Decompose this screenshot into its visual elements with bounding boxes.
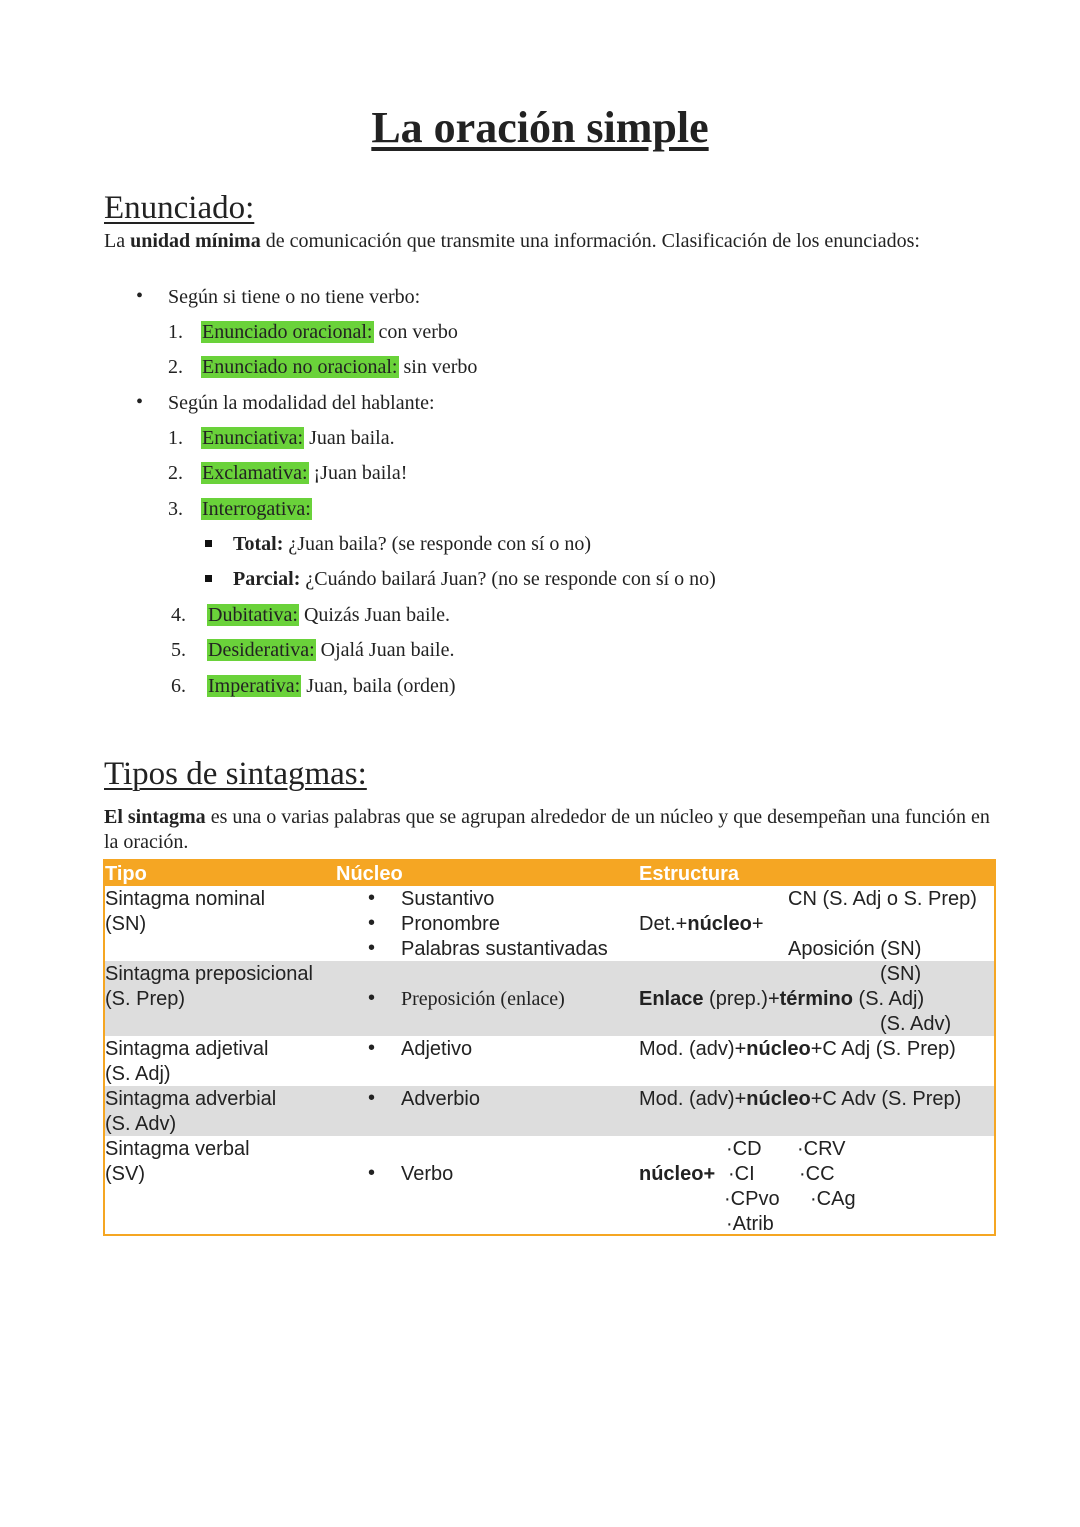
tipo-line: (S. Adj) xyxy=(105,1063,171,1085)
estructura-text: +C Adv (S. Prep) xyxy=(810,1088,962,1110)
header-tipo: Tipo xyxy=(105,863,147,885)
list-item xyxy=(201,319,458,345)
highlighted-term: Exclamativa: xyxy=(202,462,308,484)
estructura-bold: término xyxy=(779,988,853,1010)
bullet-icon: • xyxy=(368,987,376,1009)
list-number: 4. xyxy=(171,604,186,626)
table-row xyxy=(105,961,994,1036)
item-desc: sin verbo xyxy=(398,356,478,378)
section-heading-enunciado: Enunciado: xyxy=(104,190,255,226)
bullet-icon: • xyxy=(368,937,376,959)
highlighted-term: Dubitativa: xyxy=(208,604,298,626)
estructura-text: Mod. (adv)+ xyxy=(639,1038,747,1060)
bullet-icon: • xyxy=(136,391,144,413)
complemento: ·CI xyxy=(728,1163,755,1185)
list-number: 1. xyxy=(168,427,183,449)
highlighted-term: Desiderativa: xyxy=(208,639,315,661)
complemento: ·CD xyxy=(726,1138,762,1160)
table-row xyxy=(105,886,994,961)
sub-desc: ¿Juan baila? (se responde con sí o no) xyxy=(283,533,592,555)
tipo-line: (SV) xyxy=(105,1163,145,1185)
bullet-icon: • xyxy=(368,1037,376,1059)
list-number: 3. xyxy=(168,498,183,520)
complemento: ·CAg xyxy=(810,1188,856,1210)
estructura-bold: núcleo xyxy=(746,1088,811,1110)
tipo-line: (SN) xyxy=(105,913,147,935)
list-item xyxy=(201,354,477,380)
list-item xyxy=(207,673,456,699)
list-number: 5. xyxy=(171,639,186,661)
list-item xyxy=(207,602,450,628)
tipo-line: Sintagma adjetival xyxy=(105,1038,269,1060)
tipo-line: Sintagma preposicional xyxy=(105,963,313,985)
highlighted-term: Enunciativa: xyxy=(202,427,304,449)
table-header xyxy=(105,861,994,886)
tipo-line: (S. Prep) xyxy=(105,988,186,1010)
item-desc: con verbo xyxy=(373,321,458,343)
complemento: ·CC xyxy=(799,1163,835,1185)
estructura-text: (S. Adj) xyxy=(852,988,925,1010)
list-number: 1. xyxy=(168,321,183,343)
highlighted-term: Enunciado oracional: xyxy=(202,321,373,343)
complemento: ·CPvo xyxy=(724,1188,780,1210)
intro-text: La xyxy=(104,230,131,252)
nucleo-item: Preposición (enlace) xyxy=(401,988,565,1010)
list-number: 6. xyxy=(171,675,186,697)
sub-term: Parcial: xyxy=(233,568,301,590)
estructura-line xyxy=(639,1087,961,1112)
header-nucleo: Núcleo xyxy=(336,863,403,885)
item-desc: Ojalá Juan baile. xyxy=(315,639,455,661)
estructura-text: +C Adj (S. Prep) xyxy=(810,1038,956,1060)
estructura-line xyxy=(639,987,924,1012)
tipo-line: Sintagma verbal xyxy=(105,1138,250,1160)
nucleo-item: Palabras sustantivadas xyxy=(401,938,608,960)
sub-term: Total: xyxy=(233,533,284,555)
item-desc: Juan, baila (orden) xyxy=(301,675,456,697)
highlighted-term: Interrogativa: xyxy=(202,498,311,520)
sub-list-item xyxy=(233,566,716,592)
table-row xyxy=(105,1136,994,1236)
highlighted-term: Enunciado no oracional: xyxy=(202,356,398,378)
nucleo-item: Sustantivo xyxy=(401,888,495,910)
intro-text: de comunicación que transmite una información. Clasificación de los enunciados: xyxy=(260,230,920,252)
bullet-icon: • xyxy=(368,1087,376,1109)
square-bullet-icon xyxy=(205,575,212,582)
intro-text: es una o varias palabras que se agrupan alrededor de un núcleo y que desempeñan una función en la oración. xyxy=(104,806,990,853)
list-item xyxy=(201,425,395,451)
bullet-icon: • xyxy=(368,912,376,934)
intro-bold: unidad mínima xyxy=(130,230,261,252)
item-desc: Quizás Juan baile. xyxy=(298,604,451,626)
estructura-line: (SN) xyxy=(880,963,922,985)
tipo-line: Sintagma adverbial xyxy=(105,1088,277,1110)
group-label: Según la modalidad del hablante: xyxy=(168,392,435,414)
page-title: La oración simple xyxy=(371,103,709,152)
estructura-bold: núcleo+ xyxy=(639,1163,716,1185)
sub-list-item xyxy=(233,531,591,557)
table-row xyxy=(105,1036,994,1086)
estructura-bold: núcleo xyxy=(687,913,752,935)
complemento: ·CRV xyxy=(797,1138,846,1160)
estructura-text: (prep.)+ xyxy=(703,988,780,1010)
tipo-line: (S. Adv) xyxy=(105,1113,177,1135)
nucleo-item: Adverbio xyxy=(401,1088,480,1110)
estructura-bold: Enlace xyxy=(639,988,704,1010)
group-label: Según si tiene o no tiene verbo: xyxy=(168,286,421,308)
intro-bold: El sintagma xyxy=(104,806,206,828)
complemento: ·Atrib xyxy=(726,1213,774,1235)
list-number: 2. xyxy=(168,462,183,484)
estructura-text: Mod. (adv)+ xyxy=(639,1088,747,1110)
estructura-line xyxy=(639,912,764,937)
square-bullet-icon xyxy=(205,540,212,547)
bullet-icon: • xyxy=(136,285,144,307)
tipo-line: Sintagma nominal xyxy=(105,888,266,910)
bullet-icon: • xyxy=(368,887,376,909)
bullet-icon: • xyxy=(368,1162,376,1184)
table-row xyxy=(105,1086,994,1136)
item-desc: Juan baila. xyxy=(304,427,395,449)
section-heading-sintagmas: Tipos de sintagmas: xyxy=(104,756,367,792)
estructura-line: (S. Adv) xyxy=(880,1013,952,1035)
estructura-text: + xyxy=(751,913,764,935)
highlighted-term: Imperativa: xyxy=(208,675,301,697)
estructura-text: Det.+ xyxy=(639,913,688,935)
list-item xyxy=(201,460,407,486)
list-number: 2. xyxy=(168,356,183,378)
header-estructura: Estructura xyxy=(639,863,740,885)
estructura-line: CN (S. Adj o S. Prep) xyxy=(788,888,977,910)
sub-desc: ¿Cuándo bailará Juan? (no se responde con sí o no) xyxy=(300,568,716,590)
item-desc: ¡Juan baila! xyxy=(308,462,408,484)
list-item xyxy=(207,637,454,663)
list-item xyxy=(201,496,312,522)
estructura-line xyxy=(639,1037,956,1062)
nucleo-item: Verbo xyxy=(401,1163,454,1185)
estructura-line: Aposición (SN) xyxy=(788,938,922,960)
nucleo-item: Adjetivo xyxy=(401,1038,473,1060)
sintagmas-intro xyxy=(104,805,994,855)
estructura-bold: núcleo xyxy=(746,1038,811,1060)
sintagmas-table xyxy=(103,859,996,1236)
nucleo-item: Pronombre xyxy=(401,913,500,935)
enunciado-intro xyxy=(104,229,984,254)
